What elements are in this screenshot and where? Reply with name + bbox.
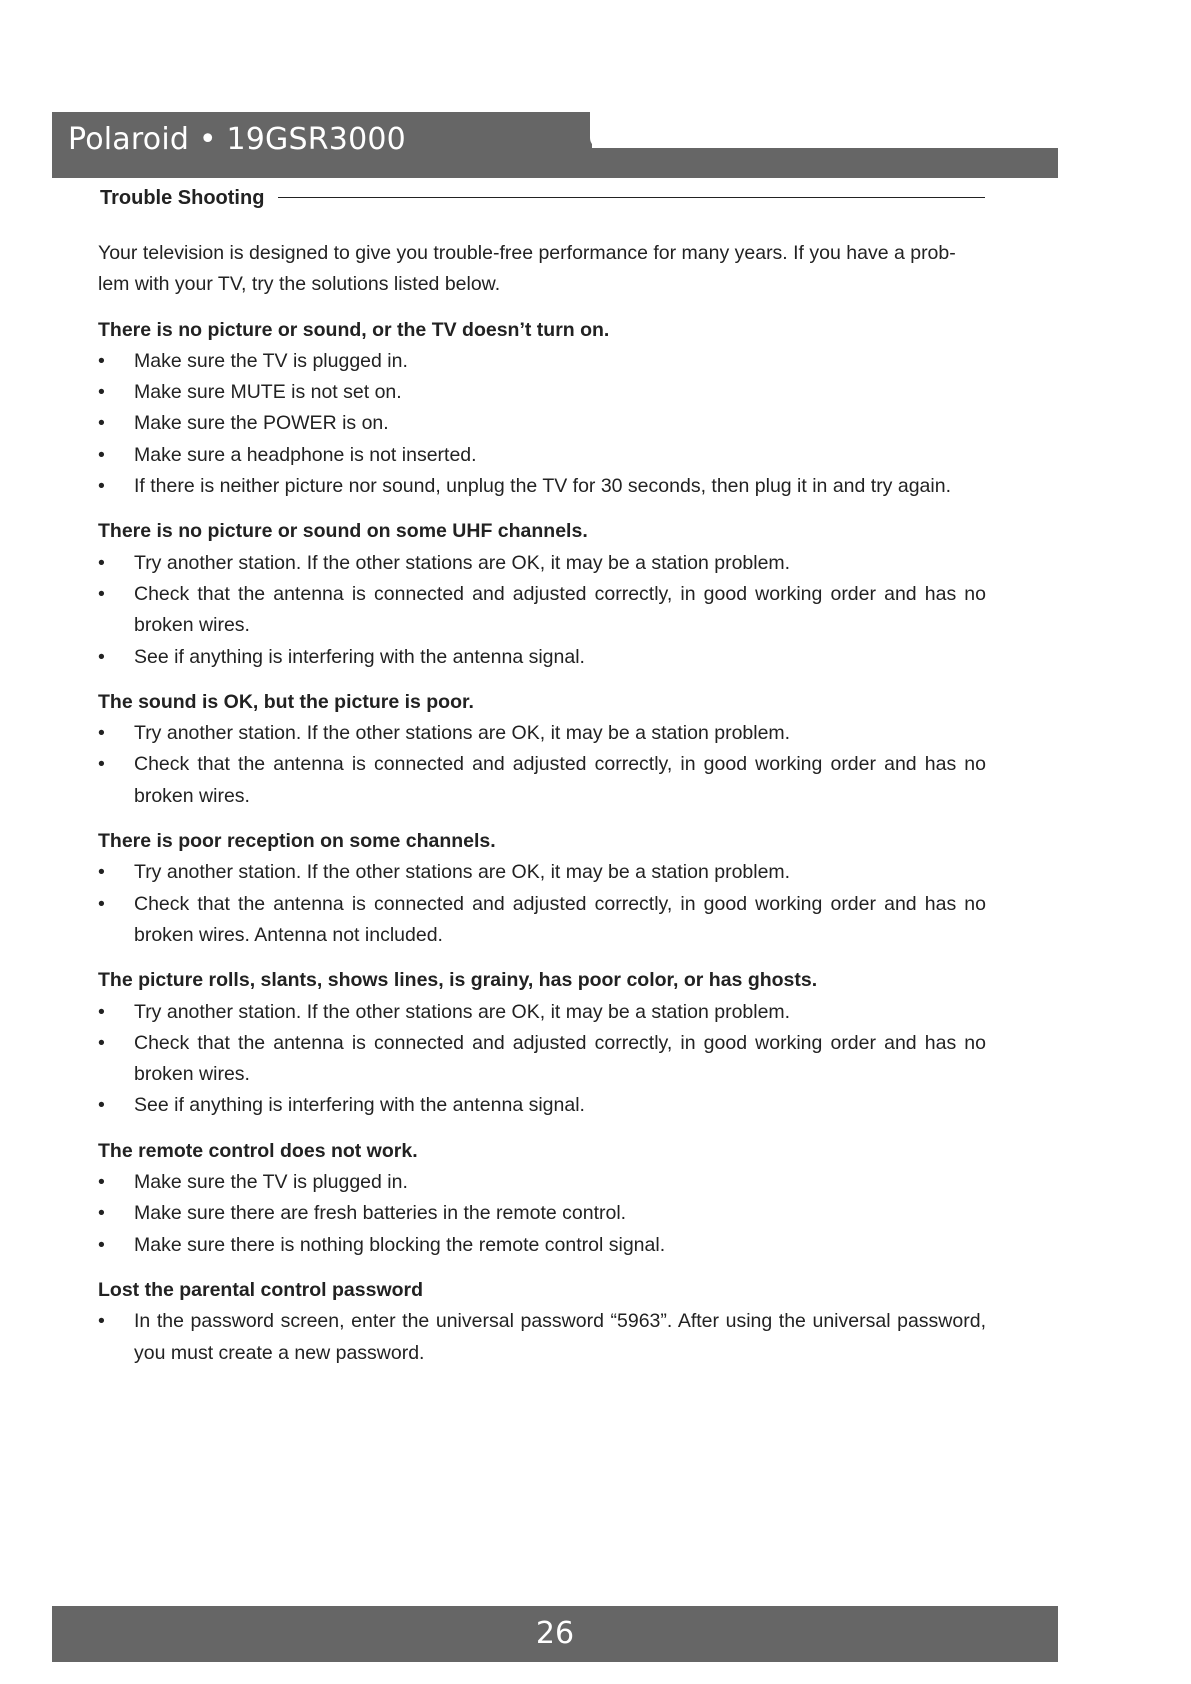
bullet-icon: •: [98, 582, 105, 605]
solution-text: Make sure there is nothing blocking the remote control signal.: [134, 1233, 666, 1256]
bullet-icon: •: [98, 475, 105, 498]
solution-item: [98, 471, 986, 502]
bullet-icon: •: [98, 551, 105, 574]
brand-title: Polaroid • 19GSR3000: [68, 122, 406, 157]
solution-text: Make sure MUTE is not set on.: [134, 381, 402, 404]
solution-list: [98, 1306, 986, 1369]
solution-list: [98, 548, 986, 673]
solution-item: [98, 1230, 986, 1261]
problem-heading: The sound is OK, but the picture is poor.: [98, 690, 474, 713]
solution-list: [98, 997, 986, 1122]
solution-text: Try another station. If the other stations are OK, it may be a station problem.: [134, 551, 791, 574]
solution-item: [98, 548, 986, 579]
solution-text: Make sure there are fresh batteries in the remote control.: [134, 1202, 627, 1225]
problem-heading: The picture rolls, slants, shows lines, is grainy, has poor color, or has ghosts.: [98, 969, 818, 992]
solution-text: Make sure the POWER is on.: [134, 412, 389, 435]
solution-item: [98, 997, 986, 1028]
solution-list: [98, 857, 986, 951]
problem-heading: The remote control does not work.: [98, 1139, 418, 1162]
bullet-icon: •: [98, 349, 105, 372]
bullet-icon: •: [98, 1310, 105, 1333]
page-content: [98, 238, 986, 1383]
bullet-icon: •: [98, 1202, 105, 1225]
solution-text: If there is neither picture nor sound, unplug the TV for 30 seconds, then plug it in and try again.: [134, 475, 951, 498]
bullet-icon: •: [98, 1000, 105, 1023]
header-bar-extension: [592, 148, 1058, 178]
solution-item: [98, 857, 986, 888]
solution-list: [98, 1167, 986, 1261]
solution-item: [98, 579, 986, 642]
bullet-icon: •: [98, 722, 105, 745]
bullet-icon: •: [98, 1171, 105, 1194]
solution-text: Make sure a headphone is not inserted.: [134, 443, 477, 466]
solution-item: [98, 1198, 986, 1229]
solution-item: [98, 440, 986, 471]
solution-text: Check that the antenna is connected and adjusted correctly, in good working order and has no broken wires.: [134, 753, 986, 807]
header-notch: [590, 112, 602, 148]
solution-text: Try another station. If the other stations are OK, it may be a station problem.: [134, 861, 791, 884]
bullet-icon: •: [98, 892, 105, 915]
solution-text: Try another station. If the other stations are OK, it may be a station problem.: [134, 1000, 791, 1023]
page-number: 26: [535, 1616, 575, 1651]
bullet-icon: •: [98, 753, 105, 776]
solution-item: [98, 642, 986, 673]
solution-text: Check that the antenna is connected and adjusted correctly, in good working order and has no broken wires.: [134, 582, 986, 637]
bullet-icon: •: [98, 381, 105, 404]
solution-item: [98, 408, 986, 439]
section-title: Trouble Shooting: [100, 187, 265, 209]
solution-text: Check that the antenna is connected and adjusted correctly, in good working order and has no broken wires.: [134, 1031, 986, 1086]
intro-paragraph: Your television is designed to give you trouble-free performance for many years. If you have a prob-lem with your TV, try the solutions listed below.: [98, 242, 956, 296]
bullet-icon: •: [98, 645, 105, 668]
problem-heading: There is poor reception on some channels.: [98, 830, 496, 853]
bullet-icon: •: [98, 861, 105, 884]
solution-text: Check that the antenna is connected and adjusted correctly, in good working order and has no broken wires. Antenna not included.: [134, 892, 986, 946]
bullet-icon: •: [98, 443, 105, 466]
solution-text: Make sure the TV is plugged in.: [134, 349, 408, 372]
problem-heading: Lost the parental control password: [98, 1278, 424, 1301]
solution-text: Make sure the TV is plugged in.: [134, 1171, 408, 1194]
solution-text: See if anything is interfering with the antenna signal.: [134, 645, 585, 668]
solution-item: [98, 889, 986, 952]
solution-item: [98, 718, 986, 749]
solution-item: [98, 1167, 986, 1198]
solution-item: [98, 1090, 986, 1121]
solution-item: [98, 377, 986, 408]
problem-heading: There is no picture or sound, or the TV doesn’t turn on.: [98, 318, 610, 341]
solution-item: [98, 1306, 986, 1369]
bullet-icon: •: [98, 1233, 105, 1256]
problem-heading: There is no picture or sound on some UHF channels.: [98, 520, 588, 543]
solution-item: [98, 346, 986, 377]
solution-text: Try another station. If the other stations are OK, it may be a station problem.: [134, 722, 791, 745]
page-footer: [52, 1606, 1058, 1662]
bullet-icon: •: [98, 1031, 105, 1054]
solution-text: See if anything is interfering with the antenna signal.: [134, 1094, 585, 1117]
troubleshooting-sections: [98, 315, 986, 1369]
solution-text: In the password screen, enter the universal password “5963”. After using the universal password, you must create a new password.: [134, 1310, 986, 1364]
section-rule: [278, 197, 985, 198]
solution-item: [98, 1028, 986, 1091]
solution-list: [98, 718, 986, 812]
bullet-icon: •: [98, 412, 105, 435]
bullet-icon: •: [98, 1094, 105, 1117]
solution-list: [98, 346, 986, 502]
solution-item: [98, 749, 986, 812]
